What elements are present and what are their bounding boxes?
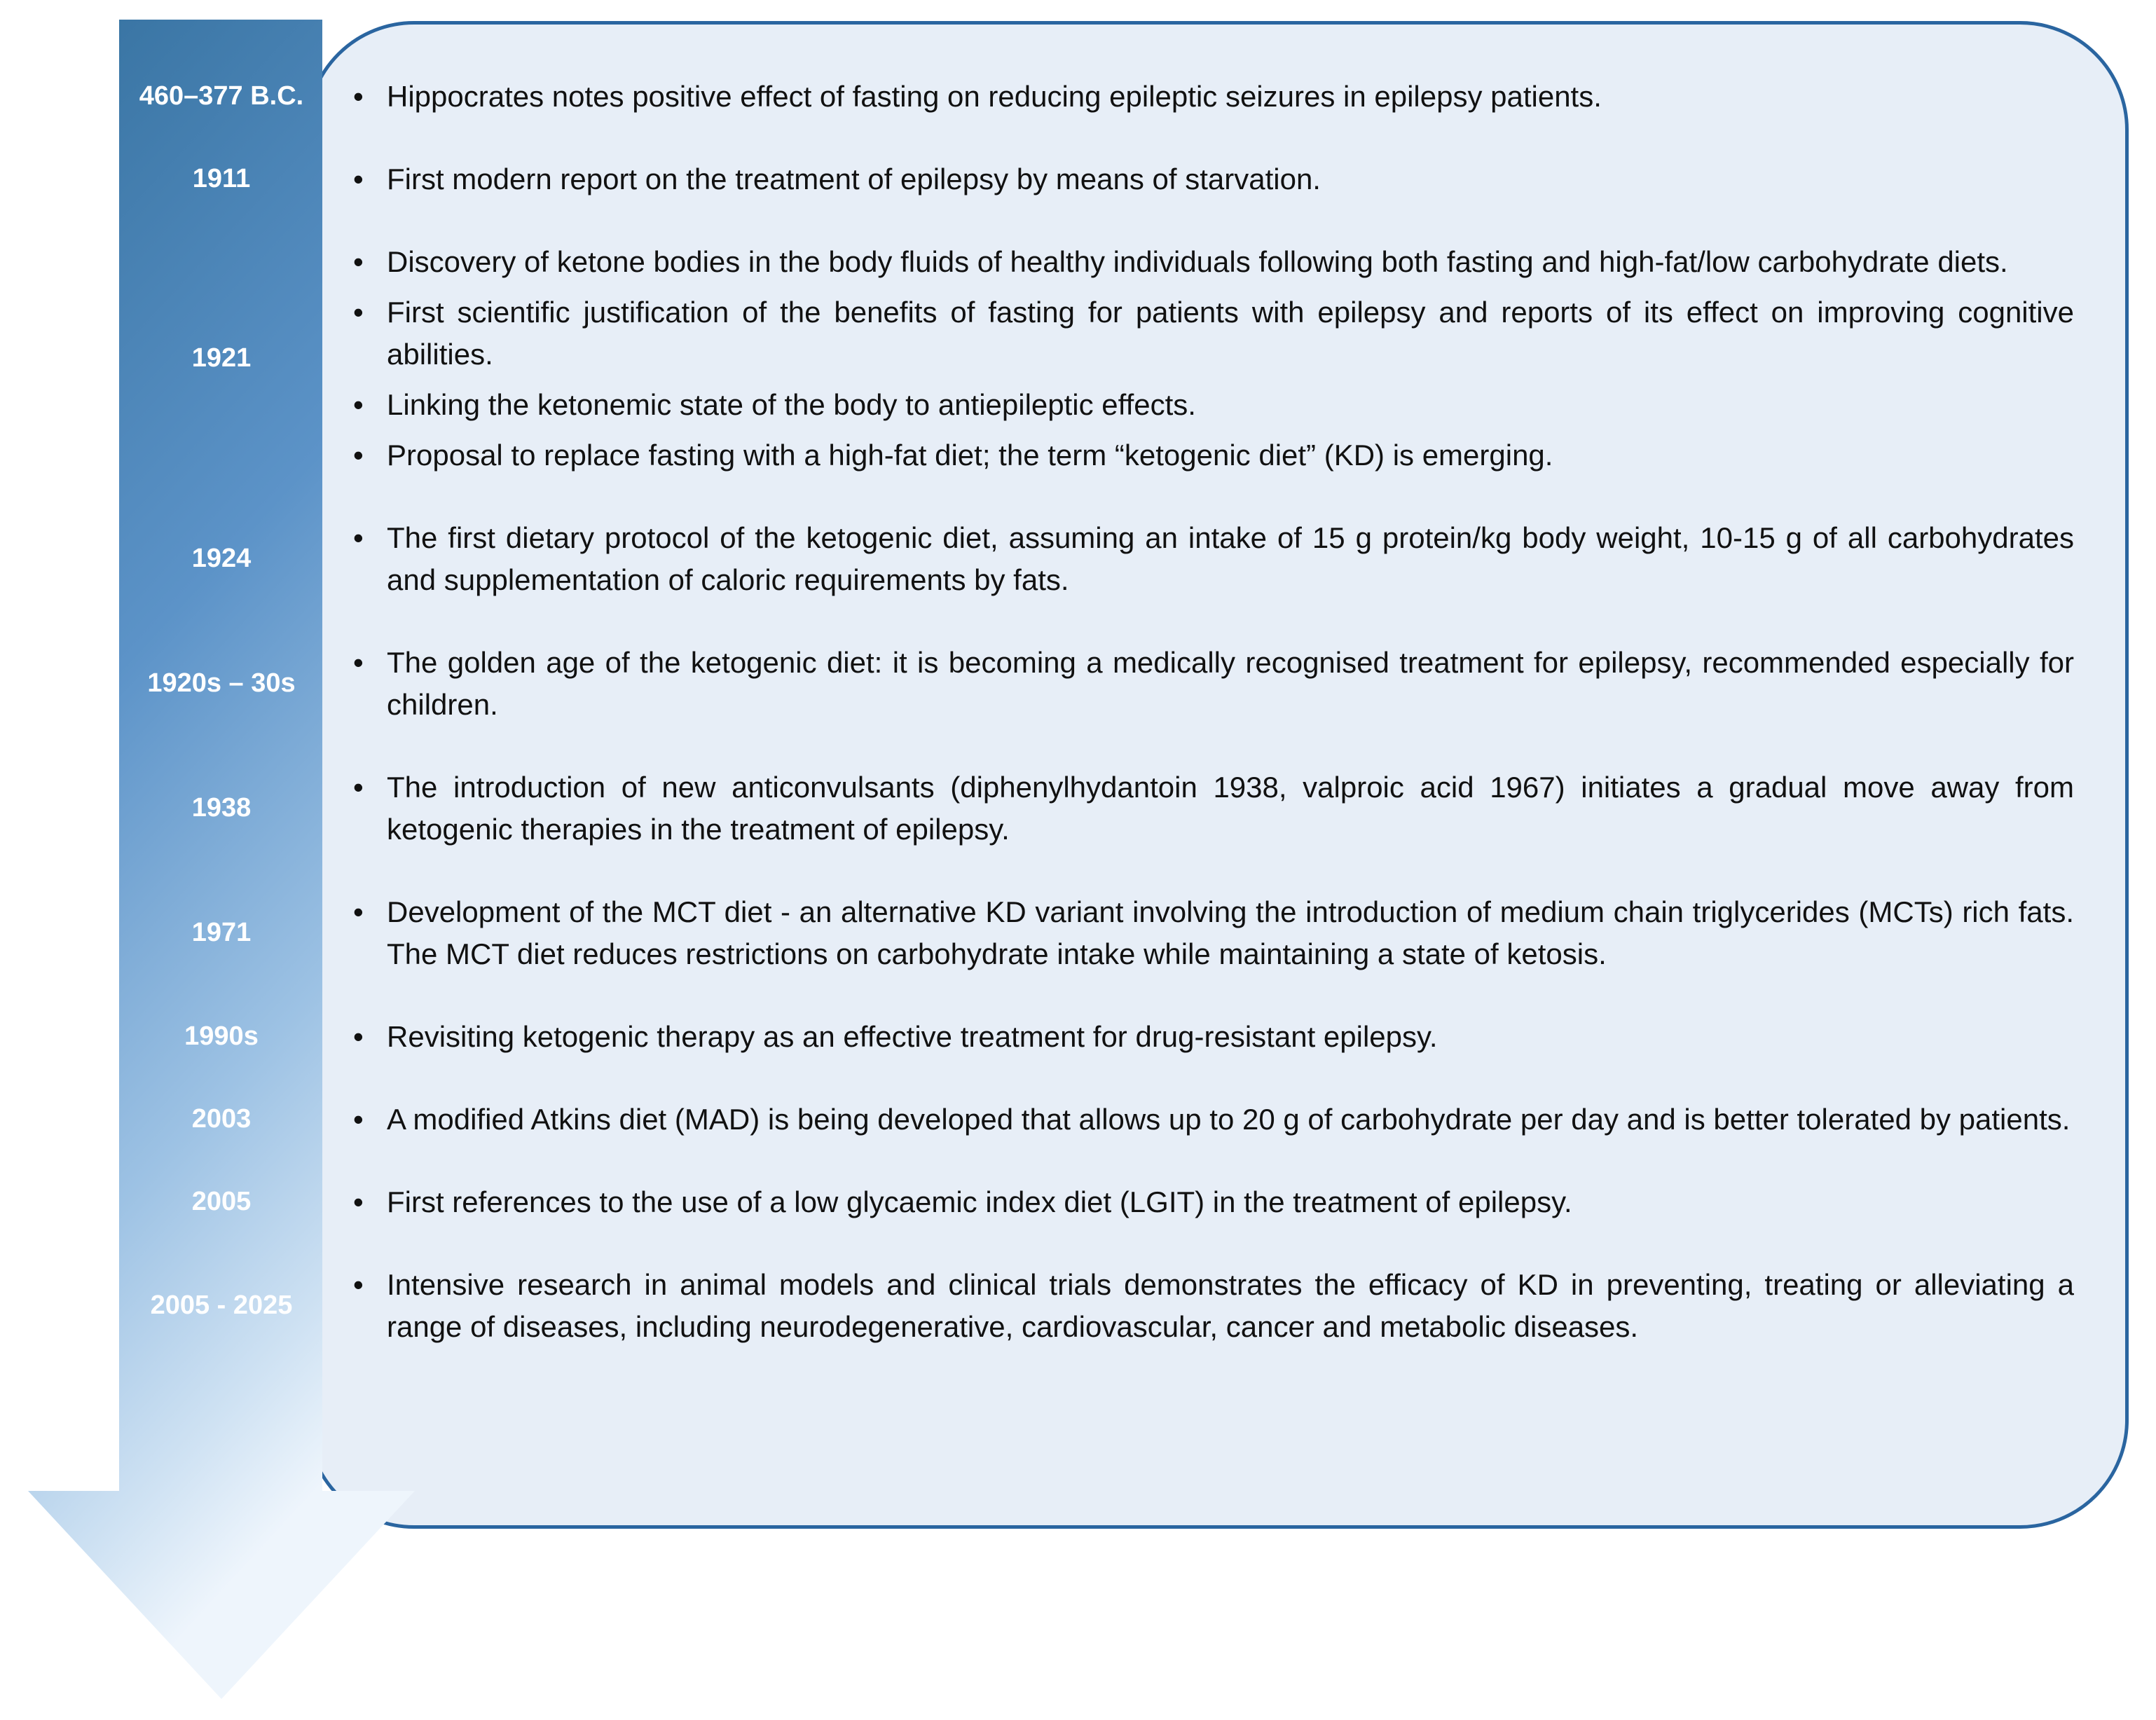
bullet-text: Proposal to replace fasting with a high-fat diet; the term “ketogenic diet” (KD) is emerging. <box>387 439 1553 472</box>
timeline-row <box>0 241 2130 476</box>
bullet-dot-icon: • <box>353 521 364 554</box>
bullet-item <box>343 1264 2080 1348</box>
bullet-text: First references to the use of a low glycaemic index diet (LGIT) in the treatment of epilepsy. <box>387 1185 1572 1218</box>
date-label: 2005 - 2025 <box>150 1291 293 1321</box>
timeline-row <box>0 517 2130 601</box>
timeline-row <box>0 642 2130 726</box>
bullet-dot-icon: • <box>353 771 364 804</box>
bullet-dot-icon: • <box>353 1185 364 1218</box>
bullet-dot-icon: • <box>353 1103 364 1136</box>
bullet-list <box>343 1264 2080 1348</box>
bullet-text: The golden age of the ketogenic diet: it is becoming a medically recognised treatment for epilepsy, recommended especially for children. <box>387 646 2074 721</box>
bullet-item <box>343 76 2080 118</box>
bullet-text: First modern report on the treatment of epilepsy by means of starvation. <box>387 163 1321 195</box>
bullet-dot-icon: • <box>353 646 364 679</box>
bullet-list <box>343 517 2080 601</box>
bullet-item <box>343 766 2080 851</box>
bullet-list <box>343 158 2080 200</box>
timeline-row <box>0 1264 2130 1348</box>
bullet-item <box>343 384 2080 426</box>
bullet-item <box>343 291 2080 376</box>
timeline-rows <box>0 21 2130 1348</box>
bullet-text: A modified Atkins diet (MAD) is being developed that allows up to 20 g of carbohydrate per day and is better tolerated by patients. <box>387 1103 2071 1136</box>
bullet-text: Intensive research in animal models and clinical trials demonstrates the efficacy of KD in preventing, treating or alleviating a range of diseases, including neurodegenerative, cardiovascular, cancer and metabolic diseases. <box>387 1268 2074 1343</box>
date-label: 1938 <box>191 793 252 823</box>
bullet-item <box>343 642 2080 726</box>
bullet-item <box>343 1099 2080 1141</box>
bullet-text: Linking the ketonemic state of the body to antiepileptic effects. <box>387 388 1196 421</box>
bullet-text: The first dietary protocol of the ketogenic diet, assuming an intake of 15 g protein/kg body weight, 10-15 g of all carbohydrates and supplementation of caloric requirements by fats. <box>387 521 2074 596</box>
timeline-row <box>0 1099 2130 1141</box>
bullet-dot-icon: • <box>353 245 364 278</box>
date-label: 1921 <box>191 343 252 373</box>
bullet-dot-icon: • <box>353 1020 364 1053</box>
date-label: 2003 <box>191 1104 252 1134</box>
date-label: 460–377 B.C. <box>139 81 304 111</box>
date-label: 1990s <box>184 1021 259 1052</box>
bullet-dot-icon: • <box>353 1268 364 1301</box>
bullet-item <box>343 158 2080 200</box>
bullet-text: Revisiting ketogenic therapy as an effective treatment for drug-resistant epilepsy. <box>387 1020 1438 1053</box>
date-label: 1924 <box>191 544 252 574</box>
bullet-list <box>343 76 2080 118</box>
bullet-text: The introduction of new anticonvulsants (diphenylhydantoin 1938, valproic acid 1967) initiates a gradual move away from ketogenic therapies in the treatment of epilepsy. <box>387 771 2074 846</box>
bullet-item <box>343 517 2080 601</box>
bullet-item <box>343 241 2080 283</box>
bullet-list <box>343 891 2080 975</box>
bullet-dot-icon: • <box>353 388 364 421</box>
timeline-row <box>0 1181 2130 1223</box>
timeline-row <box>0 158 2130 200</box>
bullet-list <box>343 1016 2080 1058</box>
bullet-dot-icon: • <box>353 80 364 113</box>
timeline-row <box>0 1016 2130 1058</box>
bullet-list <box>343 1099 2080 1141</box>
bullet-item <box>343 1016 2080 1058</box>
bullet-text: Discovery of ketone bodies in the body fluids of healthy individuals following both fasting and high-fat/low carbohydrate diets. <box>387 245 2008 278</box>
date-label: 1911 <box>192 164 251 194</box>
bullet-dot-icon: • <box>353 439 364 472</box>
timeline-row <box>0 766 2130 851</box>
bullet-text: Development of the MCT diet - an alternative KD variant involving the introduction of medium chain triglycerides (MCTs) rich fats. The MCT diet reduces restrictions on carbohydrate intake while maintaining a state of ketosis. <box>387 895 2074 970</box>
bullet-list <box>343 766 2080 851</box>
date-label: 1920s – 30s <box>147 668 296 699</box>
bullet-list <box>343 642 2080 726</box>
date-label: 2005 <box>191 1187 252 1217</box>
timeline-row <box>0 76 2130 118</box>
bullet-text: Hippocrates notes positive effect of fasting on reducing epileptic seizures in epilepsy patients. <box>387 80 1602 113</box>
bullet-dot-icon: • <box>353 163 364 195</box>
bullet-text: First scientific justification of the benefits of fasting for patients with epilepsy and reports of its effect on improving cognitive abilities. <box>387 296 2074 371</box>
bullet-dot-icon: • <box>353 895 364 928</box>
bullet-dot-icon: • <box>353 296 364 329</box>
bullet-list <box>343 241 2080 476</box>
bullet-list <box>343 1181 2080 1223</box>
bullet-item <box>343 891 2080 975</box>
date-label: 1971 <box>191 918 252 948</box>
bullet-item <box>343 434 2080 476</box>
timeline-row <box>0 891 2130 975</box>
bullet-item <box>343 1181 2080 1223</box>
